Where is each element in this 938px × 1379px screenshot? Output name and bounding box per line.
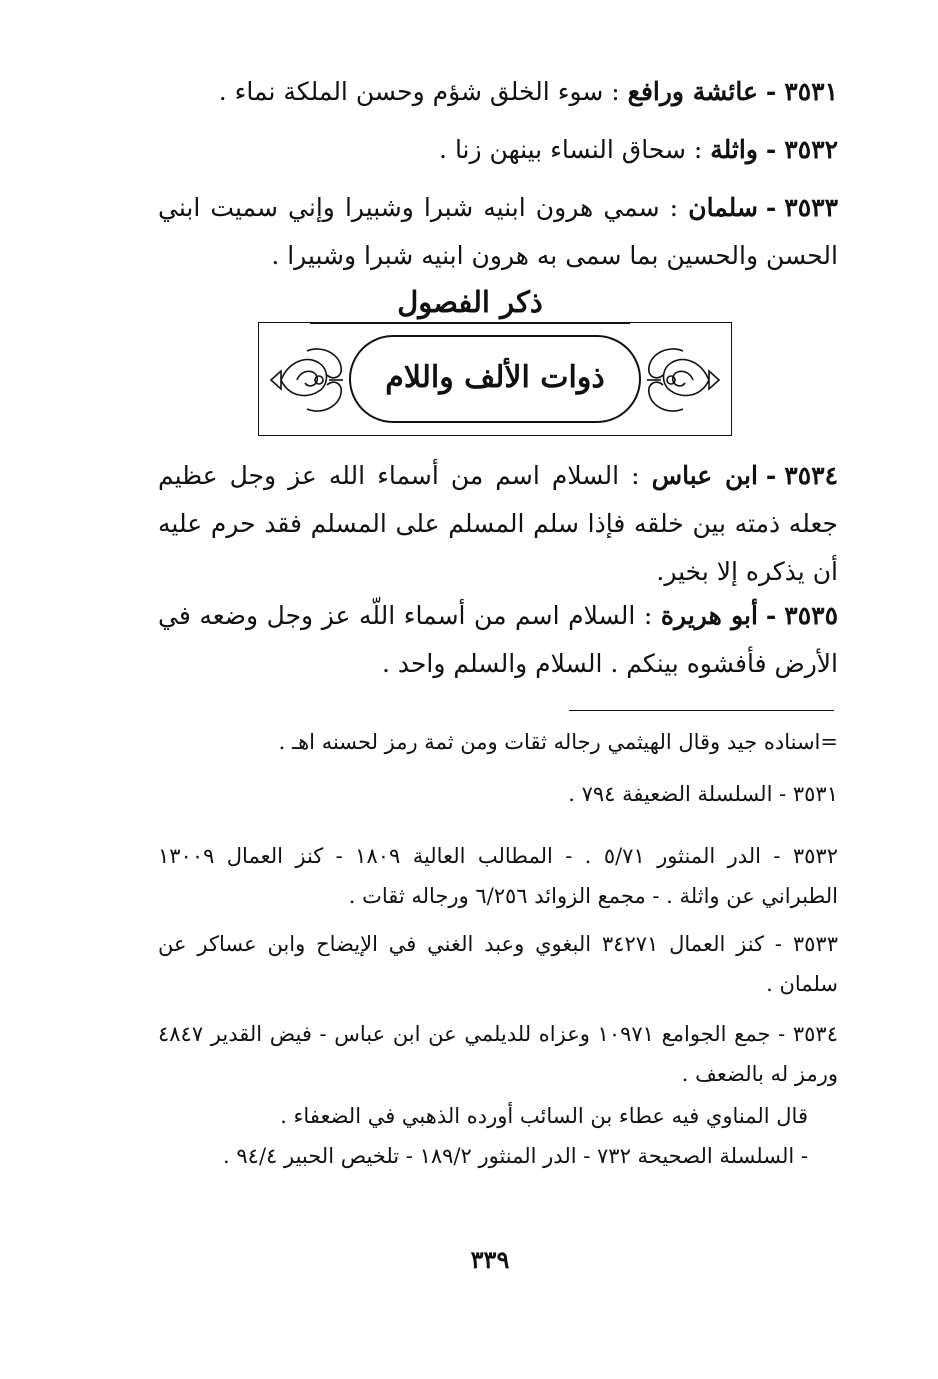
footnote-separator bbox=[569, 710, 834, 711]
hadith-text: : السلام اسم من أسماء الله عز وجل عظيم جعله ذمته بين خلقه فإذا سلم المسلم على المسلم فقد حرم عليه أن يذكره إلا بخير. bbox=[158, 461, 838, 586]
entry-number: ٣٥٣٢ bbox=[784, 135, 838, 164]
hadith-text: : سوء الخلق شؤم وحسن الملكة نماء . bbox=[218, 77, 620, 106]
footnote-3533: ٣٥٣٣ - كنز العمال ٣٤٢٧١ البغوي وعبد الغني في الإيضاح وابن عساكر عن سلمان . bbox=[158, 932, 838, 996]
hadith-entry-3533: ٣٥٣٣-سلمان : سمي هرون ابنيه شبرا وشبيرا وإني سميت ابني الحسن والحسين بما سمى به هرون ابنيه شبرا وشبيرا . bbox=[158, 193, 838, 270]
hadith-text: : سحاق النساء بينهن زنا . bbox=[439, 135, 703, 164]
entry-number: ٣٥٣٥ bbox=[784, 601, 838, 630]
hadith-entry-3531: ٣٥٣١-عائشة ورافع : سوء الخلق شؤم وحسن الملكة نماء . bbox=[218, 77, 838, 106]
banner-title: ذوات الألف واللام bbox=[385, 360, 605, 395]
chapter-banner bbox=[258, 322, 732, 436]
footnote-3534: ٣٥٣٤ - جمع الجوامع ١٠٩٧١ وعزاه للديلمي عن ابن عباس - فيض القدير ٤٨٤٧ ورمز له بالضعف . bbox=[158, 1022, 838, 1086]
hadith-entry-3535: ٣٥٣٥-أبو هريرة : السلام اسم من أسماء اللّه عز وجل وضعه في الأرض فأفشوه بينكم . السلام والسلم واحد . bbox=[158, 601, 838, 678]
narrator-name: عائشة ورافع bbox=[627, 77, 758, 106]
page-number: ٣٣٩ bbox=[470, 1245, 510, 1274]
footnote-carryover: =اسناده جيد وقال الهيثمي رجاله ثقات ومن ثمة رمز لحسنه اهـ . bbox=[278, 730, 838, 754]
narrator-name: سلمان bbox=[688, 193, 758, 222]
section-title bbox=[310, 282, 630, 326]
section-title-text: ذكر الفصول bbox=[387, 285, 553, 319]
banner-cartouche bbox=[349, 335, 641, 423]
footnote-3534-note: قال المناوي فيه عطاء بن السائب أورده الذهبي في الضعفاء . bbox=[280, 1104, 808, 1128]
footnote-3534-refs: - السلسلة الصحيحة ٧٣٢ - الدر المنثور ١٨٩/٢ - تلخيص الحبير ٩٤/٤ . bbox=[223, 1144, 808, 1168]
entry-number: ٣٥٣٤ bbox=[784, 461, 839, 490]
footnote-3532: ٣٥٣٢ - الدر المنثور ٥/٧١ . - المطالب العالية ١٨٠٩ - كنز العمال ١٣٠٠٩ الطبراني عن واثلة . - مجمع الزوائد ٦/٢٥٦ ورجاله ثقات . bbox=[158, 844, 838, 908]
entry-number: ٣٥٣١ bbox=[784, 77, 838, 106]
narrator-name: واثلة bbox=[710, 135, 758, 164]
narrator-name: أبو هريرة bbox=[660, 601, 758, 630]
arabesque-ornament-icon bbox=[643, 341, 723, 419]
hadith-text: : سمي هرون ابنيه شبرا وشبيرا وإني سميت ابني الحسن والحسين بما سمى به هرون ابنيه شبرا وشبيرا . bbox=[158, 193, 838, 270]
arabesque-ornament-icon bbox=[267, 341, 347, 419]
footnote-3531: ٣٥٣١ - السلسلة الضعيفة ٧٩٤ . bbox=[568, 782, 838, 806]
hadith-entry-3534: ٣٥٣٤-ابن عباس : السلام اسم من أسماء الله عز وجل عظيم جعله ذمته بين خلقه فإذا سلم المسلم على المسلم فقد حرم عليه أن يذكره إلا بخير. bbox=[158, 461, 839, 586]
narrator-name: ابن عباس bbox=[651, 461, 758, 490]
entry-number: ٣٥٣٣ bbox=[784, 193, 838, 222]
hadith-entry-3532: ٣٥٣٢-واثلة : سحاق النساء بينهن زنا . bbox=[439, 135, 838, 164]
hadith-text: : السلام اسم من أسماء اللّه عز وجل وضعه في الأرض فأفشوه بينكم . السلام والسلم واحد . bbox=[158, 601, 838, 678]
